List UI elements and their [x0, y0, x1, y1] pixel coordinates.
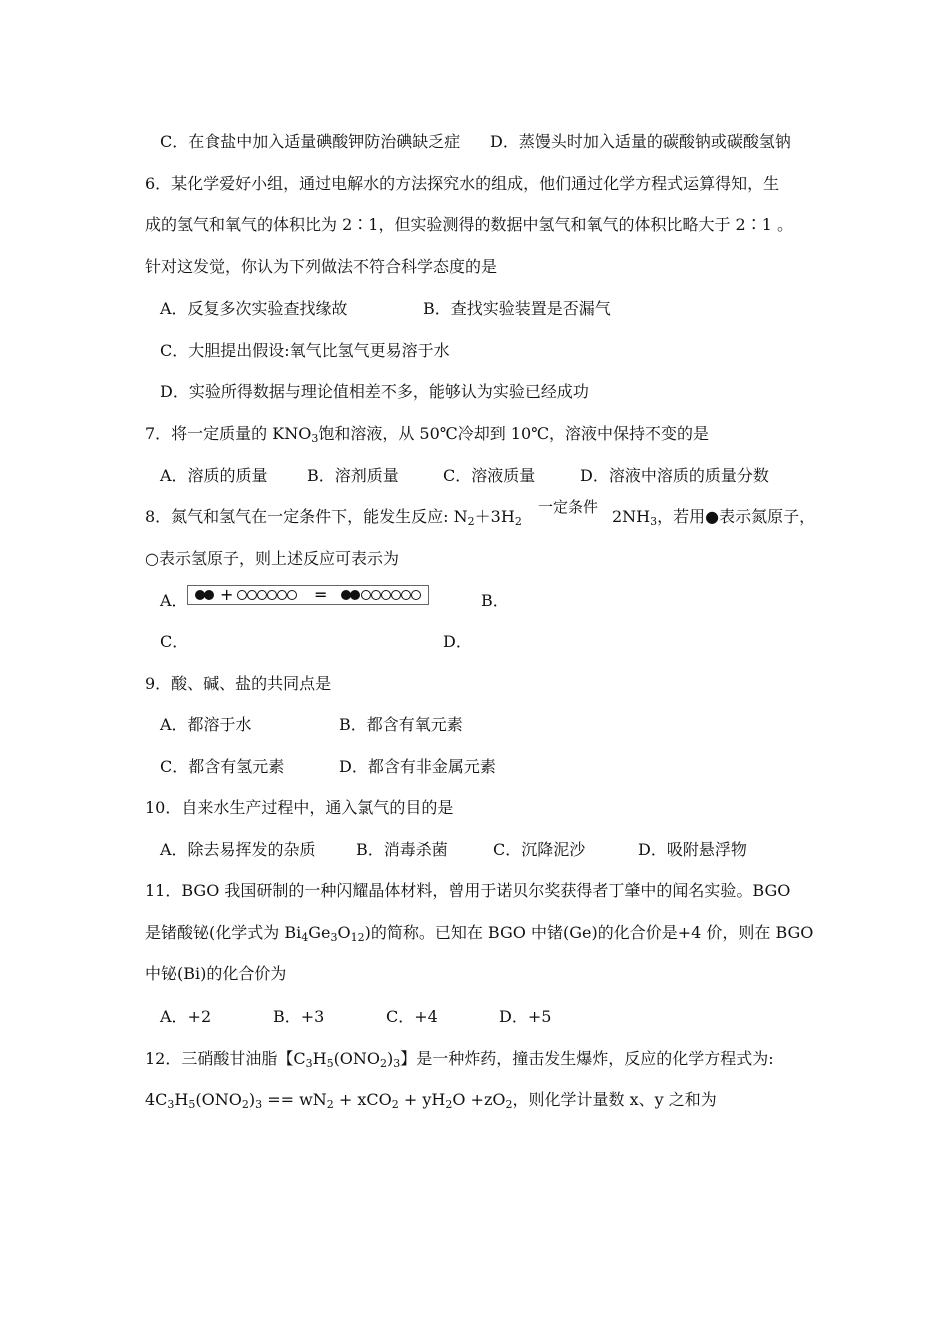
hydrogen-atom-icon	[278, 591, 287, 600]
option-b: B．都含有氧元素	[339, 715, 463, 734]
hydrogen-atom-icon	[382, 591, 391, 600]
option-c: C．+4	[386, 1007, 438, 1026]
nitrogen-atom-icon	[204, 590, 214, 600]
question-12-line-1: 12．三硝酸甘油脂【$C_3H_5(ONO_2)_3$】是一种炸药，撞击发生爆炸，反应的化学方程式为:	[145, 1049, 774, 1070]
nitrogen-atom-icon	[195, 590, 205, 600]
option-b: B．+3	[273, 1007, 325, 1026]
option-d: D．+5	[499, 1007, 552, 1026]
question-11-line-3: 中铋(Bi)的化合价为	[145, 964, 287, 983]
option-d: D．都含有非金属元素	[339, 757, 496, 776]
option-b: B．查找实验装置是否漏气	[423, 299, 611, 318]
question-11-line-1: 11．BGO 我国研制的一种闪耀晶体材料，曾用于诺贝尔奖获得者丁肇中的闻名实验。BGO	[145, 881, 791, 900]
reaction-diagram-a	[187, 585, 429, 605]
option-a: A．溶质的质量	[160, 466, 268, 485]
hydrogen-atom-icon	[268, 591, 277, 600]
option-d: D．吸附悬浮物	[638, 840, 747, 859]
question-8-product: $2NH_3$，若用●表示氮原子，	[612, 507, 816, 528]
question-6-line-3: 针对这发觉，你认为下列做法不符合科学态度的是	[145, 257, 498, 276]
option-c: C．溶液质量	[443, 466, 536, 485]
question-12-equation: $4C_3H_5(ONO_2)_3 == wN_2 + xCO_2 + yH_2O +zO_2$，则化学计量数 x、y 之和为	[145, 1090, 717, 1111]
reaction-condition: 一定条件	[538, 498, 599, 516]
option-a: A．反复多次实验查找缘故	[160, 299, 348, 318]
question-6-line-2: 成的氢气和氧气的体积比为 2∶1，但实验测得的数据中氢气和氧气的体积比略大于 2∶1 。	[145, 215, 793, 234]
hydrogen-atom-icon	[362, 591, 371, 600]
question-7: 7．将一定质量的 $KNO_3$饱和溶液，从 50℃冷却到 10℃，溶液中保持不变的是	[145, 424, 710, 445]
hydrogen-atom-icon	[248, 591, 257, 600]
option-d: D．溶液中溶质的质量分数	[580, 466, 769, 485]
hydrogen-atom-icon	[238, 591, 247, 600]
question-6-line-1: 6．某化学爱好小组，通过电解水的方法探究水的组成，他们通过化学方程式运算得知，生	[145, 174, 780, 193]
option-b: B．消毒杀菌	[356, 840, 448, 859]
question-8-line-1: 8．氮气和氢气在一定条件下，能发生反应: $N_2+3H_2$	[145, 507, 522, 528]
plus-sign: +	[220, 586, 234, 604]
option-b: B．	[481, 591, 509, 610]
option-a: A．除去易挥发的杂质	[160, 840, 316, 859]
question-10: 10．自来水生产过程中，通入氯气的目的是	[145, 798, 454, 817]
option-d: D．蒸馒头时加入适量的碳酸钠或碳酸氢钠	[490, 132, 791, 151]
question-11-line-2: 是锗酸铋(化学式为 $Bi_4Ge_3O_{12}$)的简称。已知在 BGO 中锗(Ge)的化合价是+4 价，则在 BGO	[145, 923, 814, 944]
equals-sign: =	[314, 586, 328, 604]
hydrogen-atom-icon	[288, 591, 297, 600]
option-c: C．	[160, 632, 189, 651]
option-b: B．溶剂质量	[307, 466, 399, 485]
option-a: A．都溶于水	[160, 715, 252, 734]
option-a: A．	[160, 591, 188, 610]
option-d: D．	[443, 632, 472, 651]
option-c: C．大胆提出假设:氧气比氢气更易溶于水	[160, 341, 450, 360]
option-a: A．+2	[160, 1007, 212, 1026]
option-c: C．沉降泥沙	[493, 840, 586, 859]
molecule-diagram	[188, 586, 428, 604]
hydrogen-atom-icon	[258, 591, 267, 600]
hydrogen-atom-icon	[372, 591, 381, 600]
option-c: C．都含有氢元素	[160, 757, 285, 776]
nitrogen-atom-icon	[341, 590, 351, 600]
hydrogen-atom-icon	[402, 591, 411, 600]
option-c: C．在食盐中加入适量碘酸钾防治碘缺乏症	[160, 132, 461, 151]
question-9: 9．酸、碱、盐的共同点是	[145, 674, 332, 693]
hydrogen-atom-icon	[392, 591, 401, 600]
hydrogen-atom-icon	[412, 591, 421, 600]
nitrogen-atom-icon	[350, 590, 360, 600]
question-8-line-2: ○表示氢原子，则上述反应可表示为	[145, 549, 399, 568]
option-d: D．实验所得数据与理论值相差不多，能够认为实验已经成功	[160, 382, 589, 401]
